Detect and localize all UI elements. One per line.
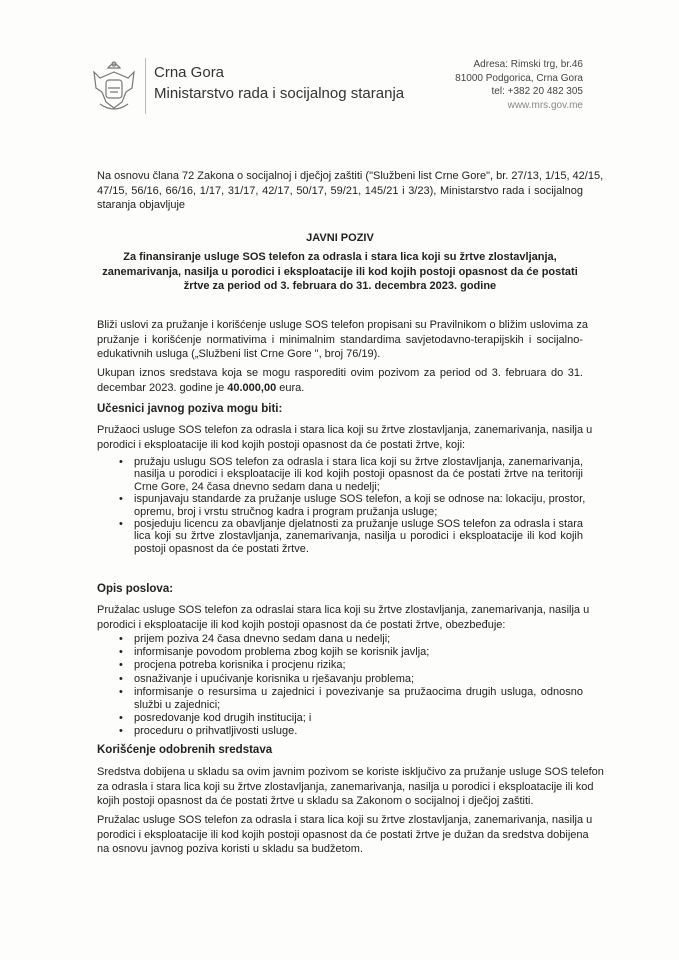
text-line: žrtve za period od 3. februara do 31. decembra 2023. godine <box>183 280 497 293</box>
list-item-line: Crne Gore, 24 časa dnevno sedam dana u nedelji; <box>134 480 380 493</box>
text-line: porodici i eksploatacije ili kod kojih postoji opasnost da će postati žrtve, koji: <box>97 438 466 451</box>
list-item <box>97 493 586 518</box>
coat-of-arms-logo <box>90 58 138 114</box>
intro-paragraph <box>97 169 604 213</box>
participants-paragraph <box>97 423 593 452</box>
list-item <box>97 659 583 672</box>
amount-line: Ukupan iznos sredstava koja se mogu rasporediti ovim pozivom za period od 3. februara do 31. <box>97 367 583 379</box>
text-line: Bliži uslovi za pružanje i korišćenje usluge SOS telefon propisani su Pravilnikom o bližim uslovima za <box>97 319 588 331</box>
text-line: pružanje i korišćenje normativima i minimalnim standardima savjetodavno-terapijskih i socijalno- <box>97 333 583 346</box>
ministry-name: Ministarstvo rada i socijalnog staranja <box>154 85 405 102</box>
list-item-line: ispunjavaju standarde za pružanje usluge SOS telefon, a koji se odnose na: lokaciju, prostor, <box>134 493 586 506</box>
bullet-icon: • <box>119 659 123 672</box>
list-item <box>97 456 583 493</box>
list-item-line: informisanje povodom problema zbog kojih se korisnik javlja; <box>134 646 430 659</box>
list-item-line: pružaju uslugu SOS telefon za odrasla i stara lica koji su žrtve zlostavljanja, zanemarivanja, <box>134 456 583 468</box>
list-item-line: prijem poziva 24 časa dnevno sedam dana u nedelji; <box>134 633 391 645</box>
list-item-line: posredovanje kod drugih institucija; i <box>134 712 312 725</box>
list-item-line: službi u zajednici; <box>134 699 221 712</box>
list-item-line: informisanje o resursima u zajednici i povezivanje sa pružaocima drugih usluga, odnosno <box>134 685 583 698</box>
bullet-icon: • <box>119 672 123 685</box>
text-line: za odrasla i stara lica koji su žrtve zlostavljanja, zanemarivanja, nasilja u porodici i eksploatacije ili kod <box>97 780 594 793</box>
amount-value: 40.000,00 <box>227 381 277 394</box>
list-item <box>97 725 583 738</box>
text-line: staranja objavljuje <box>97 199 186 212</box>
title-text: JAVNI POZIV <box>306 232 374 244</box>
country-name: Crna Gora <box>154 64 225 81</box>
conditions-paragraph <box>97 318 588 362</box>
funds-heading: Korišćenje odobrenih sredstava <box>97 744 273 756</box>
amount-paragraph <box>97 366 583 395</box>
participants-list <box>97 456 586 555</box>
list-item-line: postoji opasnost da će postati žrtve. <box>134 542 309 555</box>
address-line: 81000 Podgorica, Crna Gora <box>455 72 583 84</box>
text-line: 47/15, 56/16, 66/16, 1/17, 31/17, 42/17, 50/17, 59/21, 145/21 i 3/23), Ministarstvo rada i socijalnog <box>97 184 583 197</box>
phone: tel: +382 20 482 305 <box>491 86 583 97</box>
text-line: Pružaoci usluge SOS telefon za odrasla i stara lica koji su žrtve zlostavljanja, zanemarivanja, nasilja u <box>97 424 593 436</box>
bullet-icon: • <box>119 712 123 725</box>
bullet-icon: • <box>119 456 123 468</box>
list-item-line: osnaživanje i upućivanje korisnika u rješavanju problema; <box>134 672 415 685</box>
list-item-line: opremu, broj i vrstu stručnog kadra i program pružanja usluge; <box>134 505 438 518</box>
duties-paragraph <box>97 603 590 632</box>
text-line: na osnovu javnog poziva koristi u skladu sa budžetom. <box>97 843 363 856</box>
list-item-line: procjena potreba korisnika i procjenu rizika; <box>134 659 346 672</box>
list-item <box>97 518 583 555</box>
text-line: zanemarivanja, nasilja u porodici i eksploatacije ili kod kojih postoji opasnost da će postati <box>102 265 578 278</box>
text-line: kojih postoji opasnost da će postati žrtve u skladu sa Zakonom o socijalnoj i dječjoj zaštiti. <box>97 795 534 808</box>
list-item <box>97 673 583 686</box>
list-item-line: nasilja u porodici i eksploatacije ili kod kojih postoji opasnost da će postati žrtve na teritoriji <box>134 468 583 481</box>
list-item-line: proceduru o prihvatljivosti usluge. <box>134 725 298 738</box>
text-line: Za finansiranje usluge SOS telefon za odrasla i stara lica koji su žrtve zlostavljanja, <box>123 251 557 263</box>
list-item-line: lica koji su žrtve zlostavljanja, zanemarivanja, nasilja u porodici i eksploatacije ili kod kojih <box>134 530 583 543</box>
amount-text: decembar 2023. godine je <box>97 381 228 394</box>
list-item <box>97 633 583 646</box>
website-link[interactable]: www.mrs.gov.me <box>507 99 583 111</box>
funds-paragraph-1 <box>97 765 604 809</box>
amount-text: eura. <box>276 381 305 394</box>
list-item <box>97 712 583 725</box>
duties-heading: Opis poslova: <box>97 583 174 595</box>
contact-address <box>455 58 583 112</box>
duties-list <box>97 633 583 739</box>
address-line: Adresa: Rimski trg, br.46 <box>473 59 583 70</box>
bullet-icon: • <box>119 725 123 738</box>
list-item <box>97 646 583 659</box>
bullet-icon: • <box>119 646 123 659</box>
bullet-icon: • <box>119 493 123 506</box>
text-line: Na osnovu člana 72 Zakona o socijalnoj i dječjoj zaštiti ("Službeni list Crne Gore", br. 27/13, 1/15, 42/15, <box>97 170 604 182</box>
participants-heading: Učesnici javnog poziva mogu biti: <box>97 403 283 415</box>
text-line: Sredstva dobijena u skladu sa ovim javnim pozivom se koriste isključivo za pružanje usluge SOS telefon <box>97 766 604 778</box>
document-title <box>97 231 583 246</box>
text-line: porodici i eksploatacije ili kod kojih postoji opasnost da će postati žrtve, obezbeđuje: <box>97 618 506 631</box>
amount-line <box>97 381 583 396</box>
text-line: Pružalac usluge SOS telefon za odraslai stara lica koji su žrtve zlostavljanja, zanemarivanja, nasilja u <box>97 604 590 616</box>
bullet-icon: • <box>119 685 123 698</box>
funds-paragraph-2 <box>97 813 593 857</box>
text-line: Pružalac usluge SOS telefon za odrasla i stara lica koji su žrtve zlostavljanja, zanemarivanja, nasilja u <box>97 814 593 826</box>
list-item-line: posjeduju licencu za obavljanje djelatnosti za pružanje usluge SOS telefon za odrasla i stara <box>134 518 583 531</box>
text-line: porodici i eksploatacije ili kod kojih postoji opasnost da će postati žrtve je dužan da sredstva dobijena <box>97 828 589 841</box>
text-line: edukativnih usluga („Službeni list Crne Gore ", broj 76/19). <box>97 348 381 361</box>
document-subtitle <box>97 250 583 294</box>
bullet-icon: • <box>119 518 123 531</box>
list-item <box>97 686 583 712</box>
bullet-icon: • <box>119 633 123 645</box>
header-divider <box>145 58 146 114</box>
